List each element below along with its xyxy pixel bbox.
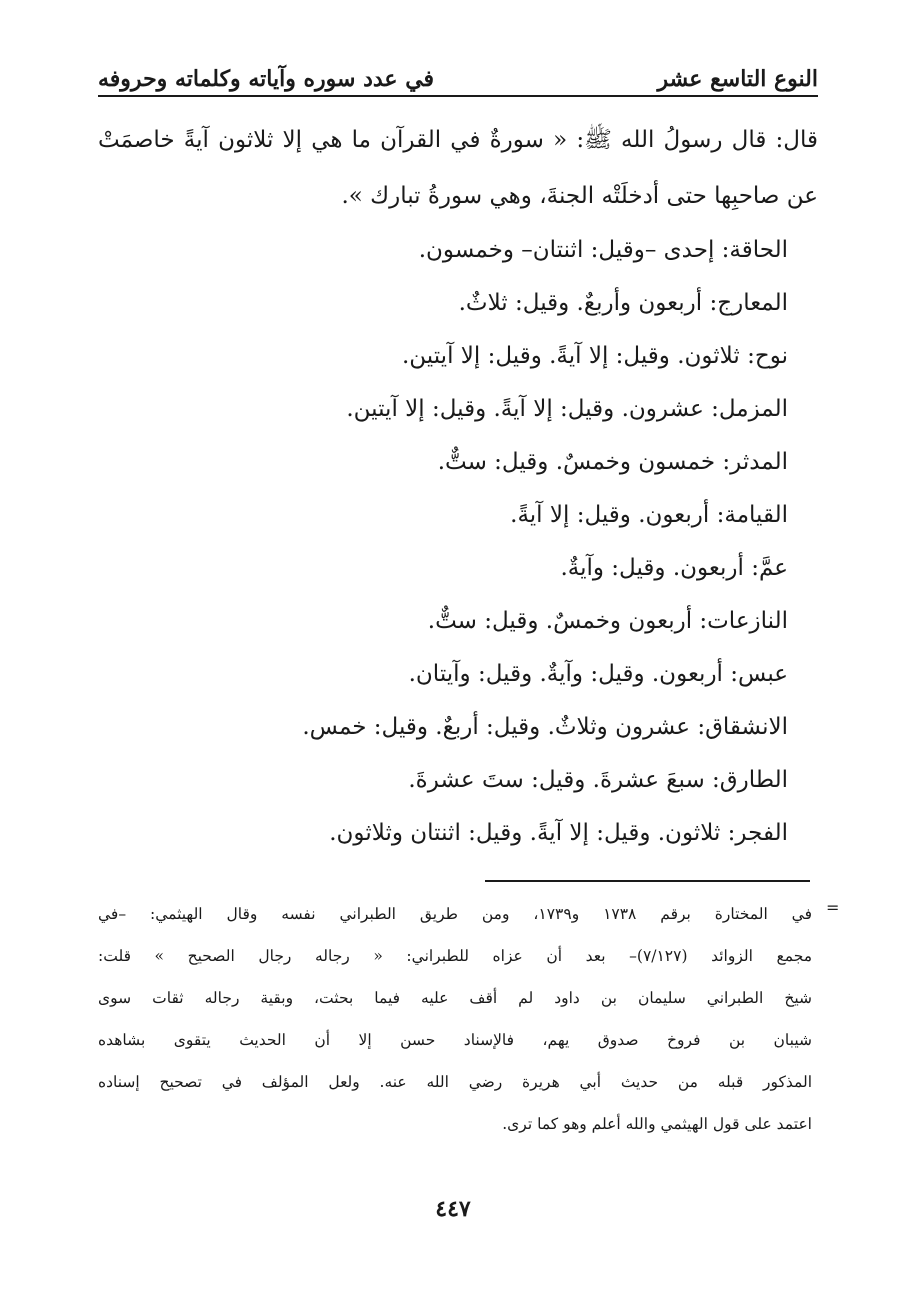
- list-item: الطارق: سبعَ عشرةَ. وقيل: ستَ عشرةَ.: [408, 767, 788, 793]
- list-item: الحاقة: إحدى –وقيل: اثنتان– وخمسون.: [418, 237, 788, 263]
- section-title: في عدد سوره وآياته وكلماته وحروفه: [98, 66, 435, 92]
- hadith-paragraph: [98, 112, 818, 224]
- list-item: المعارج: أربعون وأربعٌ. وقيل: ثلاثٌ.: [458, 290, 788, 316]
- footnote-line: مجمع الزوائد (٧/١٢٧)– بعد أن عزاه للطبراني: « رجاله رجال الصحيح » قلت:: [98, 947, 813, 965]
- list-item: نوح: ثلاثون. وقيل: إلا آيةً. وقيل: إلا آيتين.: [401, 343, 788, 369]
- footnote: [98, 893, 812, 1145]
- page-number: ٤٤٧: [435, 1196, 471, 1222]
- footnote-line: شيبان بن فروخ صدوق يهم، فالإسناد حسن إلا أن الحديث يتقوى بشاهده: [98, 1031, 812, 1049]
- list-item: النازعات: أربعون وخمسٌ. وقيل: ستٌّ.: [427, 608, 788, 634]
- footnote-continuation-marker: =: [826, 898, 840, 917]
- footnote-line: شيخ الطبراني سليمان بن داود لم أقف عليه فيما بحثت، وبقية رجاله ثقات سوى: [98, 989, 812, 1007]
- surah-verse-list: [98, 224, 818, 860]
- list-item: المزمل: عشرون. وقيل: إلا آيةً. وقيل: إلا آيتين.: [346, 396, 788, 422]
- list-item: عمَّ: أربعون. وقيل: وآيةٌ.: [560, 555, 788, 581]
- hadith-line-2: عن صاحبِها حتى أدخلَتْه الجنةَ، وهي سورةُ تبارك ».: [341, 183, 818, 209]
- main-text: [98, 112, 818, 860]
- list-item: الفجر: ثلاثون. وقيل: إلا آيةً. وقيل: اثنتان وثلاثون.: [329, 820, 788, 846]
- list-item: القيامة: أربعون. وقيل: إلا آيةً.: [510, 502, 788, 528]
- footnote-line: المذكور قبله من حديث أبي هريرة رضي الله عنه. ولعل المؤلف في تصحيح إسناده: [98, 1073, 812, 1091]
- list-item: الانشقاق: عشرون وثلاثٌ. وقيل: أربعٌ. وقيل: خمس.: [302, 714, 788, 740]
- chapter-title: النوع التاسع عشر: [657, 66, 818, 92]
- footnote-line: اعتمد على قول الهيثمي والله أعلم وهو كما ترى.: [502, 1115, 812, 1133]
- list-item: عبس: أربعون. وقيل: وآيةٌ. وقيل: وآيتان.: [408, 661, 788, 687]
- header-rule: [98, 95, 818, 97]
- footnote-line: في المختارة برقم ١٧٣٨ و١٧٣٩، ومن طريق الطبراني نفسه وقال الهيثمي: –في: [98, 905, 812, 923]
- footnote-separator: [485, 880, 810, 882]
- hadith-line-1: قال: قال رسولُ الله ﷺ: « سورةٌ في القرآن ما هي إلا ثلاثون آيةً خاصمَتْ: [98, 127, 818, 153]
- running-header: [98, 50, 818, 92]
- list-item: المدثر: خمسون وخمسٌ. وقيل: ستٌّ.: [437, 449, 788, 475]
